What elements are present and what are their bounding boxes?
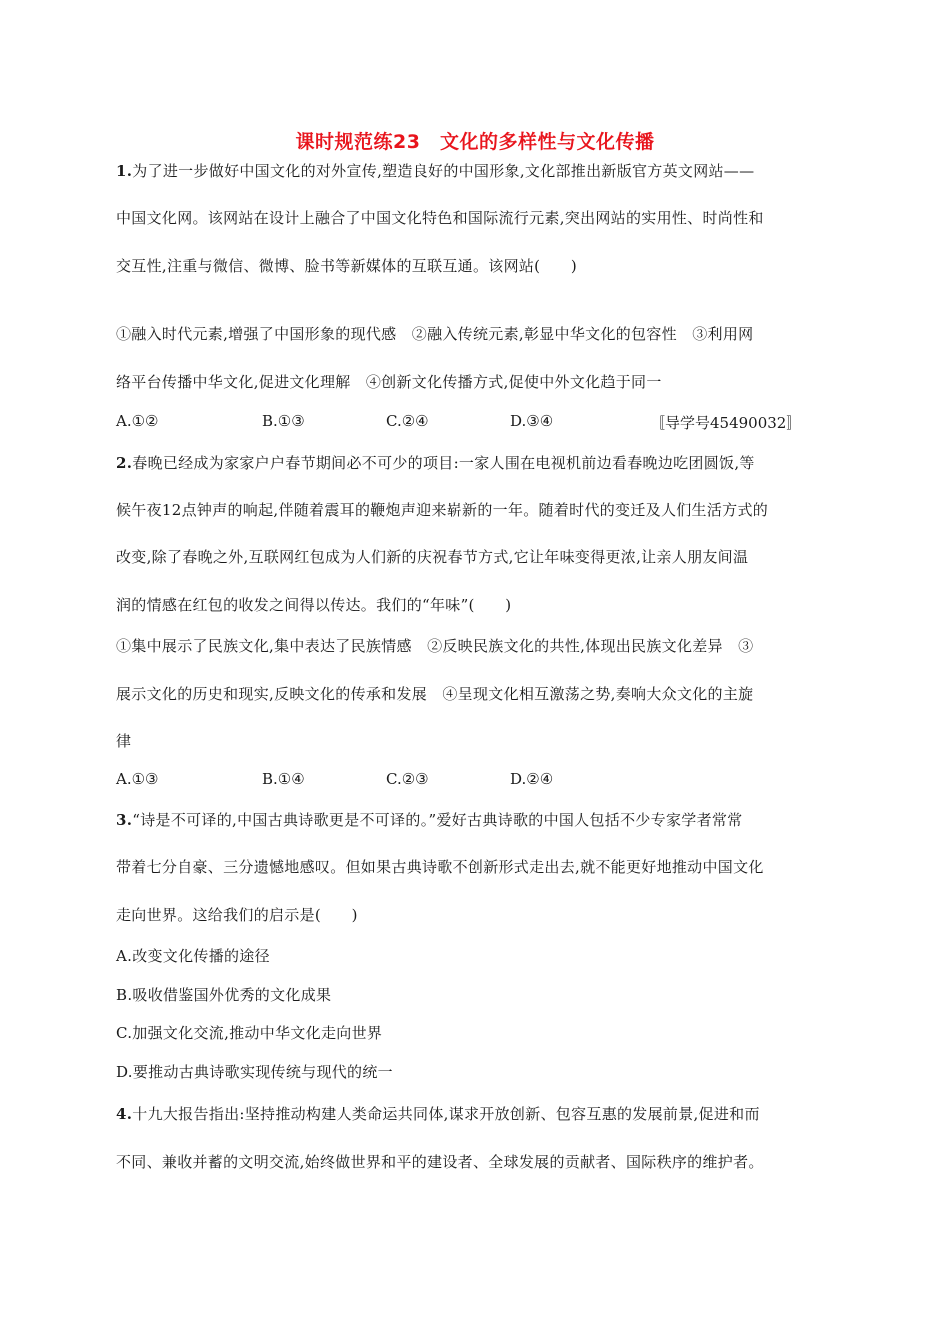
- q1-option-a: A.①②: [116, 412, 159, 430]
- q2-statement-3: 律: [116, 732, 132, 750]
- q1-reference-number: 〚导学号45490032〛: [650, 414, 802, 432]
- q1-option-d: D.③④: [510, 412, 554, 430]
- q2-line-2: 候午夜12点钟声的响起,伴随着震耳的鞭炮声迎来崭新的一年。随着时代的变迁及人们生活方式的: [116, 501, 769, 519]
- q3-line-2: 带着七分自豪、三分遗憾地感叹。但如果古典诗歌不创新形式走出去,就不能更好地推动中国文化: [116, 858, 764, 876]
- q2-statement-2: 展示文化的历史和现实,反映文化的传承和发展 ④呈现文化相互激荡之势,奏响大众文化的主旋: [116, 685, 754, 703]
- page-title: 课时规范练23 文化的多样性与文化传播: [295, 131, 655, 153]
- q3-choice-d: D.要推动古典诗歌实现传统与现代的统一: [116, 1063, 393, 1081]
- q1-line-2: 中国文化网。该网站在设计上融合了中国文化特色和国际流行元素,突出网站的实用性、时尚性和: [116, 209, 764, 227]
- q4-line-2: 不同、兼收并蓄的文明交流,始终做世界和平的建设者、全球发展的贡献者、国际秩序的维护者。: [116, 1153, 764, 1171]
- q3-line-3: 走向世界。这给我们的启示是( ): [116, 906, 358, 924]
- q2-option-a: A.①③: [116, 770, 159, 788]
- q4-number: 4.: [116, 1105, 133, 1123]
- q2-line-3: 改变,除了春晚之外,互联网红包成为人们新的庆祝春节方式,它让年味变得更浓,让亲人朋友间温: [116, 548, 749, 566]
- q1-option-b: B.①③: [262, 412, 305, 430]
- q2-line-4: 润的情感在红包的收发之间得以传达。我们的“年味”( ): [116, 596, 512, 614]
- q2-option-d: D.②④: [510, 770, 554, 788]
- q4-line-1: 4.十九大报告指出:坚持推动构建人类命运共同体,谋求开放创新、包容互惠的发展前景,促进和而: [116, 1105, 760, 1123]
- q2-line-1: 2.春晚已经成为家家户户春节期间必不可少的项目:一家人围在电视机前边看春晚边吃团圆饭,等: [116, 454, 755, 472]
- q1-line-1: 1.为了进一步做好中国文化的对外宣传,塑造良好的中国形象,文化部推出新版官方英文网站——: [116, 162, 755, 180]
- q2-statement-1: ①集中展示了民族文化,集中表达了民族情感 ②反映民族文化的共性,体现出民族文化差异 ③: [116, 637, 754, 655]
- q3-line-1: 3.“诗是不可译的,中国古典诗歌更是不可译的。”爱好古典诗歌的中国人包括不少专家学者常常: [116, 811, 743, 829]
- q2-number: 2.: [116, 454, 133, 472]
- q1-statement-2: 络平台传播中华文化,促进文化理解 ④创新文化传播方式,促使中外文化趋于同一: [116, 373, 662, 391]
- q1-number: 1.: [116, 162, 133, 180]
- q1-line-3: 交互性,注重与微信、微博、脸书等新媒体的互联互通。该网站( ): [116, 257, 578, 275]
- q1-statement-1: ①融入时代元素,增强了中国形象的现代感 ②融入传统元素,彰显中华文化的包容性 ③利用网: [116, 325, 754, 343]
- q3-choice-a: A.改变文化传播的途径: [116, 947, 270, 965]
- q2-option-b: B.①④: [262, 770, 305, 788]
- q3-choice-c: C.加强文化交流,推动中华文化走向世界: [116, 1024, 383, 1042]
- q2-option-c: C.②③: [386, 770, 429, 788]
- q3-number: 3.: [116, 811, 133, 829]
- q1-option-c: C.②④: [386, 412, 429, 430]
- q3-choice-b: B.吸收借鉴国外优秀的文化成果: [116, 986, 332, 1004]
